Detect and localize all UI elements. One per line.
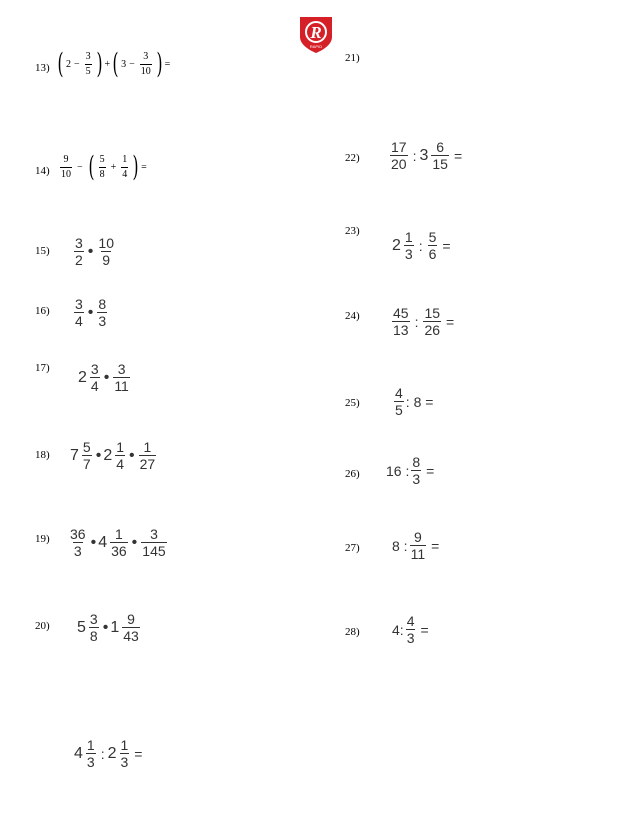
math-token: 20: [391, 156, 407, 172]
problem-25-expression: [392, 386, 433, 417]
math-token: 145: [142, 543, 166, 559]
math-token: −: [77, 161, 83, 173]
math-token: 11: [410, 546, 426, 562]
math-token: : 8 =: [405, 393, 434, 410]
math-token: 26: [424, 322, 441, 338]
fraction: [410, 530, 427, 561]
fraction: [140, 52, 152, 77]
fraction: [394, 386, 404, 417]
math-token: 5: [82, 439, 91, 455]
math-token: 4: [74, 744, 83, 762]
math-token: 5: [99, 153, 105, 165]
fraction: [392, 306, 410, 337]
math-token: 5: [395, 402, 403, 418]
math-token: 9: [413, 529, 422, 545]
math-token: 3: [117, 361, 126, 377]
fraction: [423, 306, 441, 337]
extra-expression: [74, 738, 145, 769]
math-token: 3: [150, 526, 158, 542]
problem-number: 26): [345, 468, 360, 480]
math-token: 15: [424, 305, 441, 321]
math-token: ): [96, 47, 103, 80]
problem-24-expression: [390, 306, 457, 337]
problem-number: 22): [345, 152, 360, 164]
problem-number: 16): [35, 305, 50, 317]
math-token: 8: [98, 296, 107, 312]
math-token: :: [412, 147, 417, 164]
math-token: 15: [432, 156, 448, 172]
math-token: 3: [85, 50, 91, 62]
math-token: 2: [392, 236, 401, 254]
math-token: 2: [65, 58, 71, 70]
math-token: 11: [114, 378, 129, 394]
math-token: •: [95, 446, 102, 464]
fraction: [121, 155, 128, 180]
fraction: [411, 455, 421, 486]
problem-14-expression: [58, 150, 147, 183]
math-token: 3: [406, 630, 415, 646]
math-token: 9: [102, 252, 111, 268]
math-token: =: [426, 462, 435, 479]
fraction: [90, 362, 100, 393]
problem-number: 24): [345, 310, 360, 322]
math-token: (: [112, 47, 119, 80]
math-token: 7: [82, 456, 91, 472]
math-token: :: [414, 313, 419, 330]
math-token: 2: [75, 252, 83, 268]
problem-number: 18): [35, 449, 50, 461]
math-token: •: [102, 618, 109, 636]
fraction: [82, 440, 92, 471]
fraction: [74, 297, 84, 328]
problem-number: 27): [345, 542, 360, 554]
math-token: 4:: [392, 621, 404, 638]
math-token: :: [100, 745, 105, 762]
math-token: 3: [98, 313, 107, 329]
fraction: [390, 140, 408, 171]
problem-20-expression: [77, 612, 142, 643]
math-token: 4: [395, 385, 403, 401]
fraction: [74, 236, 84, 267]
problem-number: 23): [345, 225, 360, 237]
problem-number: 14): [35, 165, 50, 177]
math-token: 45: [393, 305, 409, 321]
problem-number: 19): [35, 533, 50, 545]
fraction: [60, 155, 72, 180]
math-token: 9: [127, 611, 135, 627]
problem-number: 25): [345, 397, 360, 409]
math-token: 10: [140, 65, 151, 77]
fraction: [89, 612, 99, 643]
problem-26-expression: [386, 455, 437, 486]
math-token: 17: [391, 139, 407, 155]
problem-number: 13): [35, 62, 50, 74]
math-token: •: [87, 303, 94, 321]
math-token: 4: [122, 168, 128, 180]
math-token: =: [141, 161, 147, 173]
math-token: •: [103, 368, 110, 386]
math-token: 2: [78, 368, 87, 386]
math-token: 36: [111, 543, 127, 559]
fraction: [139, 440, 157, 471]
math-token: 3: [404, 246, 413, 262]
math-token: +: [104, 58, 111, 70]
math-token: ): [132, 150, 139, 183]
math-token: 3: [412, 471, 421, 487]
problem-17-expression: [78, 362, 132, 393]
math-token: =: [431, 537, 440, 554]
problem-number: 21): [345, 52, 360, 64]
math-token: 7: [70, 446, 79, 464]
fraction: [122, 612, 140, 643]
fraction: [406, 614, 416, 645]
math-token: :: [418, 237, 423, 254]
fraction: [86, 738, 96, 769]
math-token: 5: [85, 65, 91, 77]
math-token: 1: [404, 229, 413, 245]
math-token: =: [446, 313, 455, 330]
problem-number: 20): [35, 620, 50, 632]
problem-28-expression: [392, 614, 432, 645]
math-token: 8: [99, 168, 105, 180]
math-token: 3: [121, 58, 127, 70]
fraction: [431, 140, 449, 171]
problem-number: 17): [35, 362, 50, 374]
fraction: [404, 230, 414, 261]
math-token: 5: [77, 618, 86, 636]
problem-number: 28): [345, 626, 360, 638]
svg-text:R: R: [310, 23, 322, 42]
fraction: [99, 155, 106, 180]
math-token: 3: [75, 296, 83, 312]
math-token: ): [156, 47, 163, 80]
fraction: [115, 440, 125, 471]
math-token: =: [164, 58, 171, 70]
fraction: [97, 297, 107, 328]
math-token: +: [110, 161, 117, 173]
math-token: 1: [122, 153, 128, 165]
math-token: 9: [63, 153, 69, 165]
math-token: 1: [114, 526, 123, 542]
math-token: 13: [393, 322, 409, 338]
math-token: 3: [89, 611, 98, 627]
fraction: [120, 738, 130, 769]
math-token: •: [87, 242, 94, 260]
math-token: (: [88, 150, 95, 183]
math-token: =: [420, 621, 429, 638]
math-token: 4: [90, 378, 99, 394]
math-token: (: [57, 47, 64, 80]
math-token: 4: [98, 533, 108, 551]
problem-15-expression: [72, 236, 117, 267]
math-token: 1: [120, 737, 129, 753]
math-token: 1: [143, 439, 152, 455]
fraction: [113, 362, 130, 393]
math-token: 8: [89, 628, 98, 644]
math-token: 6: [428, 246, 437, 262]
math-token: 10: [61, 168, 71, 180]
math-token: 3: [120, 754, 129, 770]
math-token: −: [73, 58, 80, 70]
math-token: •: [90, 533, 97, 551]
fraction: [141, 527, 166, 558]
svg-text:RAPID: RAPID: [309, 44, 323, 49]
fraction: [428, 230, 438, 261]
math-token: 3: [73, 543, 82, 559]
math-token: 3: [86, 754, 95, 770]
math-token: 1: [116, 439, 125, 455]
math-token: =: [453, 147, 463, 164]
problem-22-expression: [388, 140, 465, 171]
fraction: [97, 236, 115, 267]
math-token: 27: [139, 456, 156, 472]
math-token: 3: [419, 146, 429, 164]
problem-13-expression: [55, 47, 171, 80]
fraction: [85, 52, 92, 77]
fraction: [69, 527, 87, 558]
math-token: 3: [143, 50, 149, 62]
fraction: [110, 527, 128, 558]
problem-19-expression: [67, 527, 169, 558]
problem-27-expression: [392, 530, 442, 561]
math-token: 43: [123, 628, 139, 644]
problem-number: 15): [35, 245, 50, 257]
problem-18-expression: [70, 440, 158, 471]
math-token: 8 :: [392, 537, 408, 554]
math-token: 10: [98, 235, 114, 251]
math-token: 4: [116, 456, 125, 472]
math-token: •: [129, 446, 135, 464]
math-token: 36: [70, 526, 86, 542]
math-token: 8: [412, 454, 421, 470]
math-token: −: [129, 58, 135, 70]
math-token: 2: [103, 446, 113, 464]
math-token: 3: [90, 361, 99, 377]
math-token: 2: [107, 744, 117, 762]
math-token: 5: [428, 229, 437, 245]
math-token: =: [442, 237, 451, 254]
math-token: 4: [406, 613, 415, 629]
problem-16-expression: [72, 297, 109, 328]
math-token: 4: [75, 313, 83, 329]
math-token: 3: [75, 235, 83, 251]
math-token: 1: [86, 737, 95, 753]
math-token: •: [131, 533, 138, 551]
math-token: 16 :: [386, 462, 410, 479]
logo: [298, 15, 334, 55]
math-token: 1: [110, 618, 120, 636]
problem-23-expression: [392, 230, 454, 261]
math-token: 6: [436, 139, 445, 155]
math-token: =: [134, 745, 143, 762]
